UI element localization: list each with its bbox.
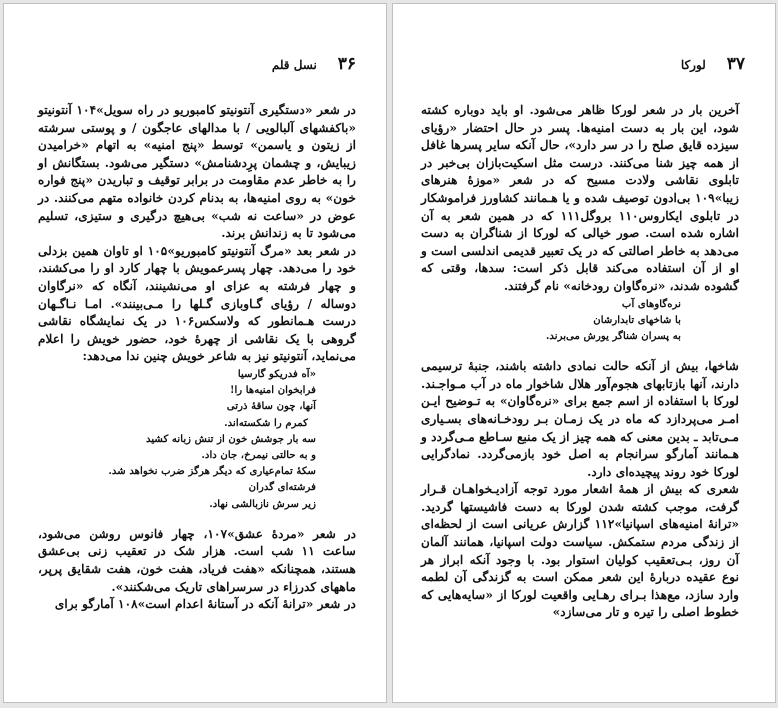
poem-line: زیر سرش نازبالشی نهاد. xyxy=(209,497,316,510)
right-paragraph-1: آخرین بار در شعر لورکا ظاهر می‌شود. او باید دوباره کشته شود، این بار به دست امنیه‌ها. پسر در حال احتضار «رؤیای سیزده قایق صلح را در سر دارد»، حال آنکه سایر پسرها غافل از همه چیز شنا می‌کنند. درست مثل اسکیت‌بازان بی‌خبر در تابلوی نقاشی ولادت مسیح که در شعر «موزهٔ هنرهای زیبا»۱۰۹ بی‌ادون توصیف شده و یا هـمانند کشاورز فراموشکار در تابلوی ایکاروس۱۱۰ بروگل۱۱۱ که در همین شعر به آن اشاره شده است. صور خیالی که لورکا از شناگران به دست می‌دهد به خاطر اصالتی که در یک تعبیر قدیمی اندلسی است و او از آن استفاده می‌کند قابل ذکر است: سدها، وقتی که گشوده شدند، «نره‌گاوان رودخانه» نام گرفتند. xyxy=(421,103,739,293)
right-paragraph-3: شعری که بیش از همهٔ اشعار مورد توجه آزادیـخواهـان قـرار گرفت، موجب کشته شدن لورکا به دست فاشیستها گردید. «ترانهٔ امنیه‌های اسپانیا»۱۱۲ گزارش عریانی است از لحظه‌ای از زندگی مردم ستمکش. سیاست دولت اسپانیا، همانند آلمان آن روز، بـی‌تعقیب کولیان استوار بود. با وجود آنکه ابراز هر نوع عقیده دربارهٔ این شعر ممکن است به گزندگی آن لطمه وارد سازد، مع‌هذا بـرای رهـایی واقعیت لورکا از «سایه‌هایی که خطوط اصلی را تیره و تار می‌سازد» xyxy=(421,482,739,620)
left-paragraph-2: در شعر بعد «مرگ آنتونیتو کامبوریو»۱۰۵ او تاوان همین بزدلی خود را می‌دهد. چهار پسرعمویش با چهار کارد او را می‌کشند، و چهار فرشته به عزای او می‌نشینند، آنگاه که «نرگاوان دوساله / رؤیای گـاوبازی گـلها را مـی‌بینند». امـا نـاگـهان درست هـمانطور که ولاسکس۱۰۶ در یک نمایشگاه نقاشی گروهی با یک نقاشی از چهرهٔ خود، حضور خویش را اعلام می‌نماید، آنتونیتو نیز به شاعر خویش چنین ندا می‌دهد: xyxy=(38,243,356,364)
poem-line: و به حالتی نیمرخ، جان داد. xyxy=(201,448,316,461)
left-page-body xyxy=(38,102,356,614)
right-running-head: لورکا xyxy=(680,58,706,72)
right-paragraph-2: شاخها، بیش از آنکه حالت نمادی داشته باشند، جنبهٔ ترسیمی دارند، آنها بازتابهای هجوم‌آور هلال شاخوار ماه در آب مـواجـند. لورکا با استفاده از اسم جمع برای «نره‌گاوان» به تـوضیح ایـن امـر می‌پردازد که ماه در یک زمـان بـر رودخـانه‌های بسـیاری مـی‌تابد ـ بدین معنی که همه چیز از یک منبع سـاطع مـی‌گردد و هـمانند آمارگو سرانجام به اصل خود بازمی‌گردد. نمادگرایی لورکا خود روند پیچیده‌ای دارد. xyxy=(421,359,739,479)
left-page xyxy=(3,3,387,703)
right-page-body xyxy=(421,102,739,622)
poem-line: سه بار جوشش خون از تنش زبانه کشید xyxy=(146,432,316,445)
poem-line: کمرم را شکسته‌اند. xyxy=(224,416,308,429)
left-poem xyxy=(38,366,316,512)
poem-line: فرشته‌ای گدران xyxy=(248,481,316,494)
poem-line: «آه فدریکو گارسیا xyxy=(237,367,316,380)
left-page-number: ۳۶ xyxy=(337,54,356,74)
poem-line: نره‌گاوهای آب xyxy=(621,297,681,310)
right-page-header xyxy=(423,54,745,74)
left-paragraph-1: در شعر «دستگیری آنتونیتو کامبوریو در راه سویل»۱۰۴ آنتونیتو «باکفشهای آلبالویی / با مدالهای عاجگون / و پوستی سرشته از زیتون و یاسمن» توسط «پنج امنیه» به اتهام «خرامیدن زیبایش، و چشمان پرِدشنامش» دستگیر می‌شود. بستگانش او را به خاطر عدم مقاومت در برابر توقیف و تباریدن «پنج فواره خون» به روی امنیه‌ها، به بدنام کردن خانواده متهم می‌کنند. در عوض در «ساعت نه شب» بی‌هیچ درگیری و ستیزی، تسلیم می‌شود تا به زندانش برند. xyxy=(38,103,356,241)
poem-line: سکهٔ تمام‌عیاری که دیگر هرگز ضرب نخواهد شد. xyxy=(108,465,316,478)
right-page xyxy=(392,3,776,703)
poem-line: با شاخهای تابدارشان xyxy=(593,313,681,326)
left-running-head: نسل قلم xyxy=(271,58,317,72)
left-paragraph-4: در شعر «ترانهٔ آنکه در آستانهٔ اعدام است»۱۰۸ آمارگو برای xyxy=(54,597,356,612)
poem-line: فرابخوان امنیه‌ها را! xyxy=(230,384,316,397)
poem-line: آنها، چون ساقهٔ ذرتی xyxy=(226,400,316,413)
poem-line: به پسران شناگر یورش می‌برند. xyxy=(545,329,681,342)
right-page-number: ۳۷ xyxy=(726,54,745,74)
right-poem xyxy=(421,296,681,345)
left-paragraph-3: در شعر «مردهٔ عشق»۱۰۷، چهار فانوس روشن می‌شود، ساعت ۱۱ شب است. هزار شک در تعقیب زنی بی‌عشق هستند، همچنانکه «هفت فریاد، هفت خون، هفت شقایق پرپر، ماههای کدرزاء در سرسراهای تاریک می‌شکنند». xyxy=(38,526,357,594)
left-page-header xyxy=(34,54,356,74)
